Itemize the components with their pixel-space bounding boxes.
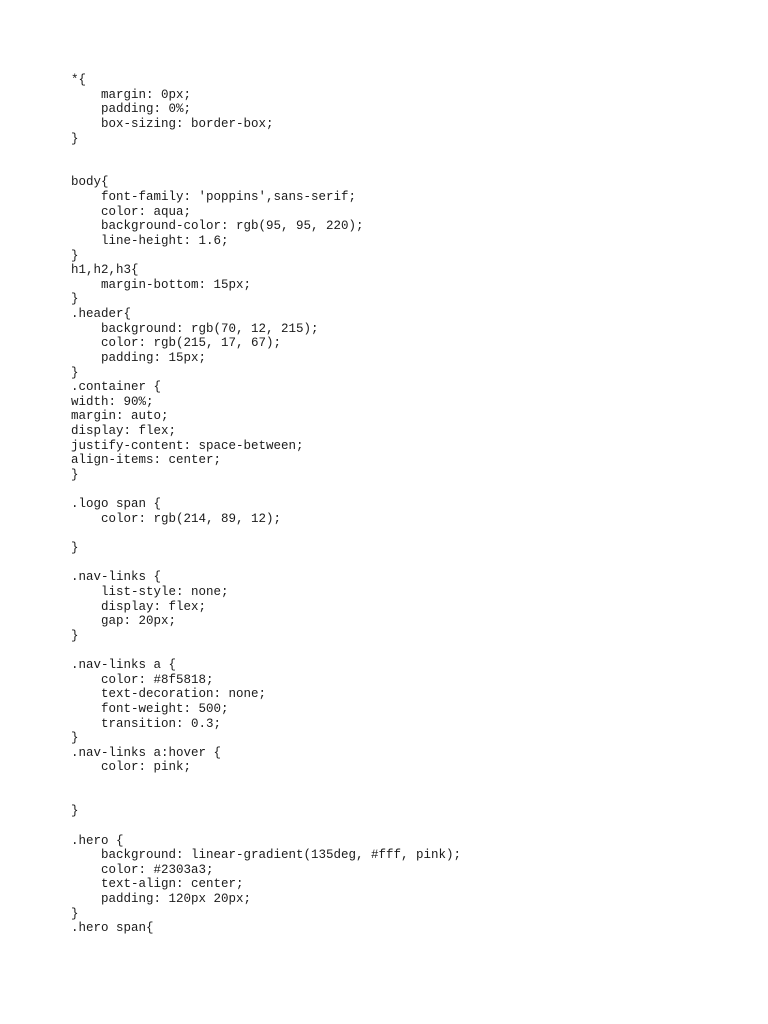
code-line: list-style: none; xyxy=(71,584,229,599)
code-line: .nav-links { xyxy=(71,570,162,585)
code-line xyxy=(71,483,751,498)
code-line: color: #8f5818; xyxy=(71,672,214,687)
code-line: align-items: center; xyxy=(71,453,222,468)
code-line: padding: 0%; xyxy=(71,102,192,117)
code-line: background: linear-gradient(135deg, #fff, pink); xyxy=(71,848,462,863)
code-line: } xyxy=(71,467,79,482)
code-line: display: flex; xyxy=(71,424,177,438)
code-line xyxy=(71,643,751,658)
code-line xyxy=(71,819,751,834)
code-line: background: rgb(70, 12, 215); xyxy=(71,321,319,336)
code-line: } xyxy=(71,804,79,819)
code-line: .header{ xyxy=(71,307,132,321)
code-line xyxy=(71,146,751,161)
code-line xyxy=(71,790,751,805)
code-line: width: 90%; xyxy=(71,394,154,409)
code-line: .container { xyxy=(71,380,162,395)
code-line: .logo span { xyxy=(71,497,162,512)
code-line: .hero span{ xyxy=(71,921,154,936)
code-line: body{ xyxy=(71,175,109,190)
code-line xyxy=(71,556,751,571)
code-line: } xyxy=(71,906,79,921)
code-line: h1,h2,h3{ xyxy=(71,263,139,278)
code-line: box-sizing: border-box; xyxy=(71,116,274,131)
code-line: *{ xyxy=(71,73,87,87)
code-line: color: pink; xyxy=(71,760,192,775)
code-line: } xyxy=(71,628,79,643)
code-line: } xyxy=(71,131,79,146)
code-line: padding: 120px 20px; xyxy=(71,892,252,906)
code-line: transition: 0.3; xyxy=(71,716,222,731)
code-line: justify-content: space-between; xyxy=(71,438,304,453)
code-line: gap: 20px; xyxy=(71,614,177,629)
code-line: .hero { xyxy=(71,833,124,848)
code-line: margin: 0px; xyxy=(71,87,192,102)
code-line: .nav-links a:hover { xyxy=(71,745,222,760)
code-line: font-family: 'poppins',sans-serif; xyxy=(71,190,357,204)
code-line: margin: auto; xyxy=(71,409,169,424)
code-line: } xyxy=(71,365,79,380)
code-line: line-height: 1.6; xyxy=(71,233,229,248)
code-line: margin-bottom: 15px; xyxy=(71,277,252,292)
code-line: font-weight: 500; xyxy=(71,701,229,716)
code-line xyxy=(71,526,751,541)
code-line xyxy=(71,775,751,790)
code-line: } xyxy=(71,292,79,307)
code-line: color: rgb(215, 17, 67); xyxy=(71,336,282,351)
code-line: background-color: rgb(95, 95, 220); xyxy=(71,219,364,234)
code-line: } xyxy=(71,248,79,263)
code-line xyxy=(71,161,751,176)
code-line: .nav-links a { xyxy=(71,658,177,672)
code-line: text-decoration: none; xyxy=(71,687,267,702)
code-line: color: #2303a3; xyxy=(71,862,214,877)
code-line: display: flex; xyxy=(71,599,207,614)
code-line: } xyxy=(71,731,79,746)
css-code-block xyxy=(71,73,751,936)
code-line: } xyxy=(71,541,79,555)
code-line: color: rgb(214, 89, 12); xyxy=(71,511,282,526)
code-line: color: aqua; xyxy=(71,204,192,219)
code-line: padding: 15px; xyxy=(71,350,207,365)
code-line: text-align: center; xyxy=(71,877,244,892)
